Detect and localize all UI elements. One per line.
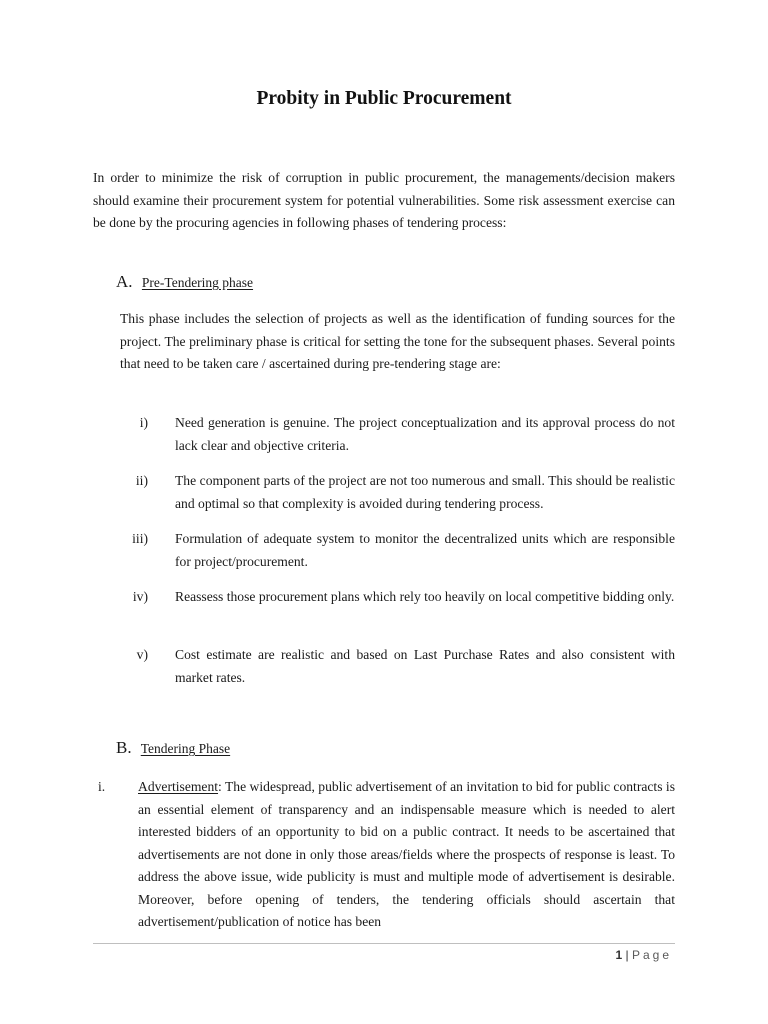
- page-label: Page: [631, 948, 672, 962]
- page-footer: [615, 948, 672, 962]
- advertisement-text: : The widespread, public advertisement of an invitation to bid for public contracts is an essential element of transparency and an indispensable measure which is needed to alert interested bidders of an opportunity to bid on a public contract. It needs to be ascertained that advertisements are not done in only those areas/fields where the prospects of response is least. To address the above issue, wide publicity is must and multiple mode of advertisement is desirable. Moreover, before opening of tenders, the tendering officials should ascertain that advertisement/publication of notice has been: [138, 779, 675, 929]
- footer-divider: [93, 943, 675, 944]
- section-b-title: Tendering Phase: [140, 741, 231, 756]
- list-item-text: Cost estimate are realistic and based on Last Purchase Rates and also consistent with market rates.: [175, 647, 675, 685]
- list-item-text: Formulation of adequate system to monitor the decentralized units which are responsible for project/procurement.: [175, 531, 675, 569]
- section-a-letter: A.: [116, 272, 133, 291]
- list-item-text: The component parts of the project are not too numerous and small. This should be realistic and optimal so that complexity is avoided during tendering process.: [175, 473, 675, 511]
- section-a-paragraph: This phase includes the selection of projects as well as the identification of funding sources for the project. The preliminary phase is critical for setting the tone for the subsequent phases. Several points that need to be taken care / ascertained during pre-tendering stage are:: [120, 311, 675, 371]
- footer-separator: |: [625, 948, 629, 962]
- list-item-number: v): [136, 647, 148, 662]
- list-item-number: i.: [98, 779, 106, 794]
- page-title: Probity in Public Procurement: [256, 88, 512, 109]
- list-item-number: ii): [135, 473, 148, 488]
- advertisement-paragraph: [138, 776, 675, 934]
- list-item-number: i): [139, 415, 148, 430]
- list-item-text: Need generation is genuine. The project conceptualization and its approval process do not lack clear and objective criteria.: [175, 415, 675, 453]
- section-b-heading: [116, 738, 230, 758]
- list-item-text: Reassess those procurement plans which rely too heavily on local competitive bidding only.: [175, 589, 675, 604]
- advertisement-label: Advertisement: [138, 779, 219, 794]
- section-b-letter: B.: [116, 738, 132, 757]
- intro-paragraph: In order to minimize the risk of corruption in public procurement, the managements/decision makers should examine their procurement system for potential vulnerabilities. Some risk assessment exercise can be done by the procuring agencies in following phases of tendering process:: [93, 170, 675, 230]
- list-item-number: iv): [132, 589, 148, 604]
- page-number: 1: [615, 948, 623, 962]
- section-a-heading: [116, 272, 253, 292]
- list-item-number: iii): [132, 531, 148, 546]
- section-a-title: Pre-Tendering phase: [141, 275, 254, 290]
